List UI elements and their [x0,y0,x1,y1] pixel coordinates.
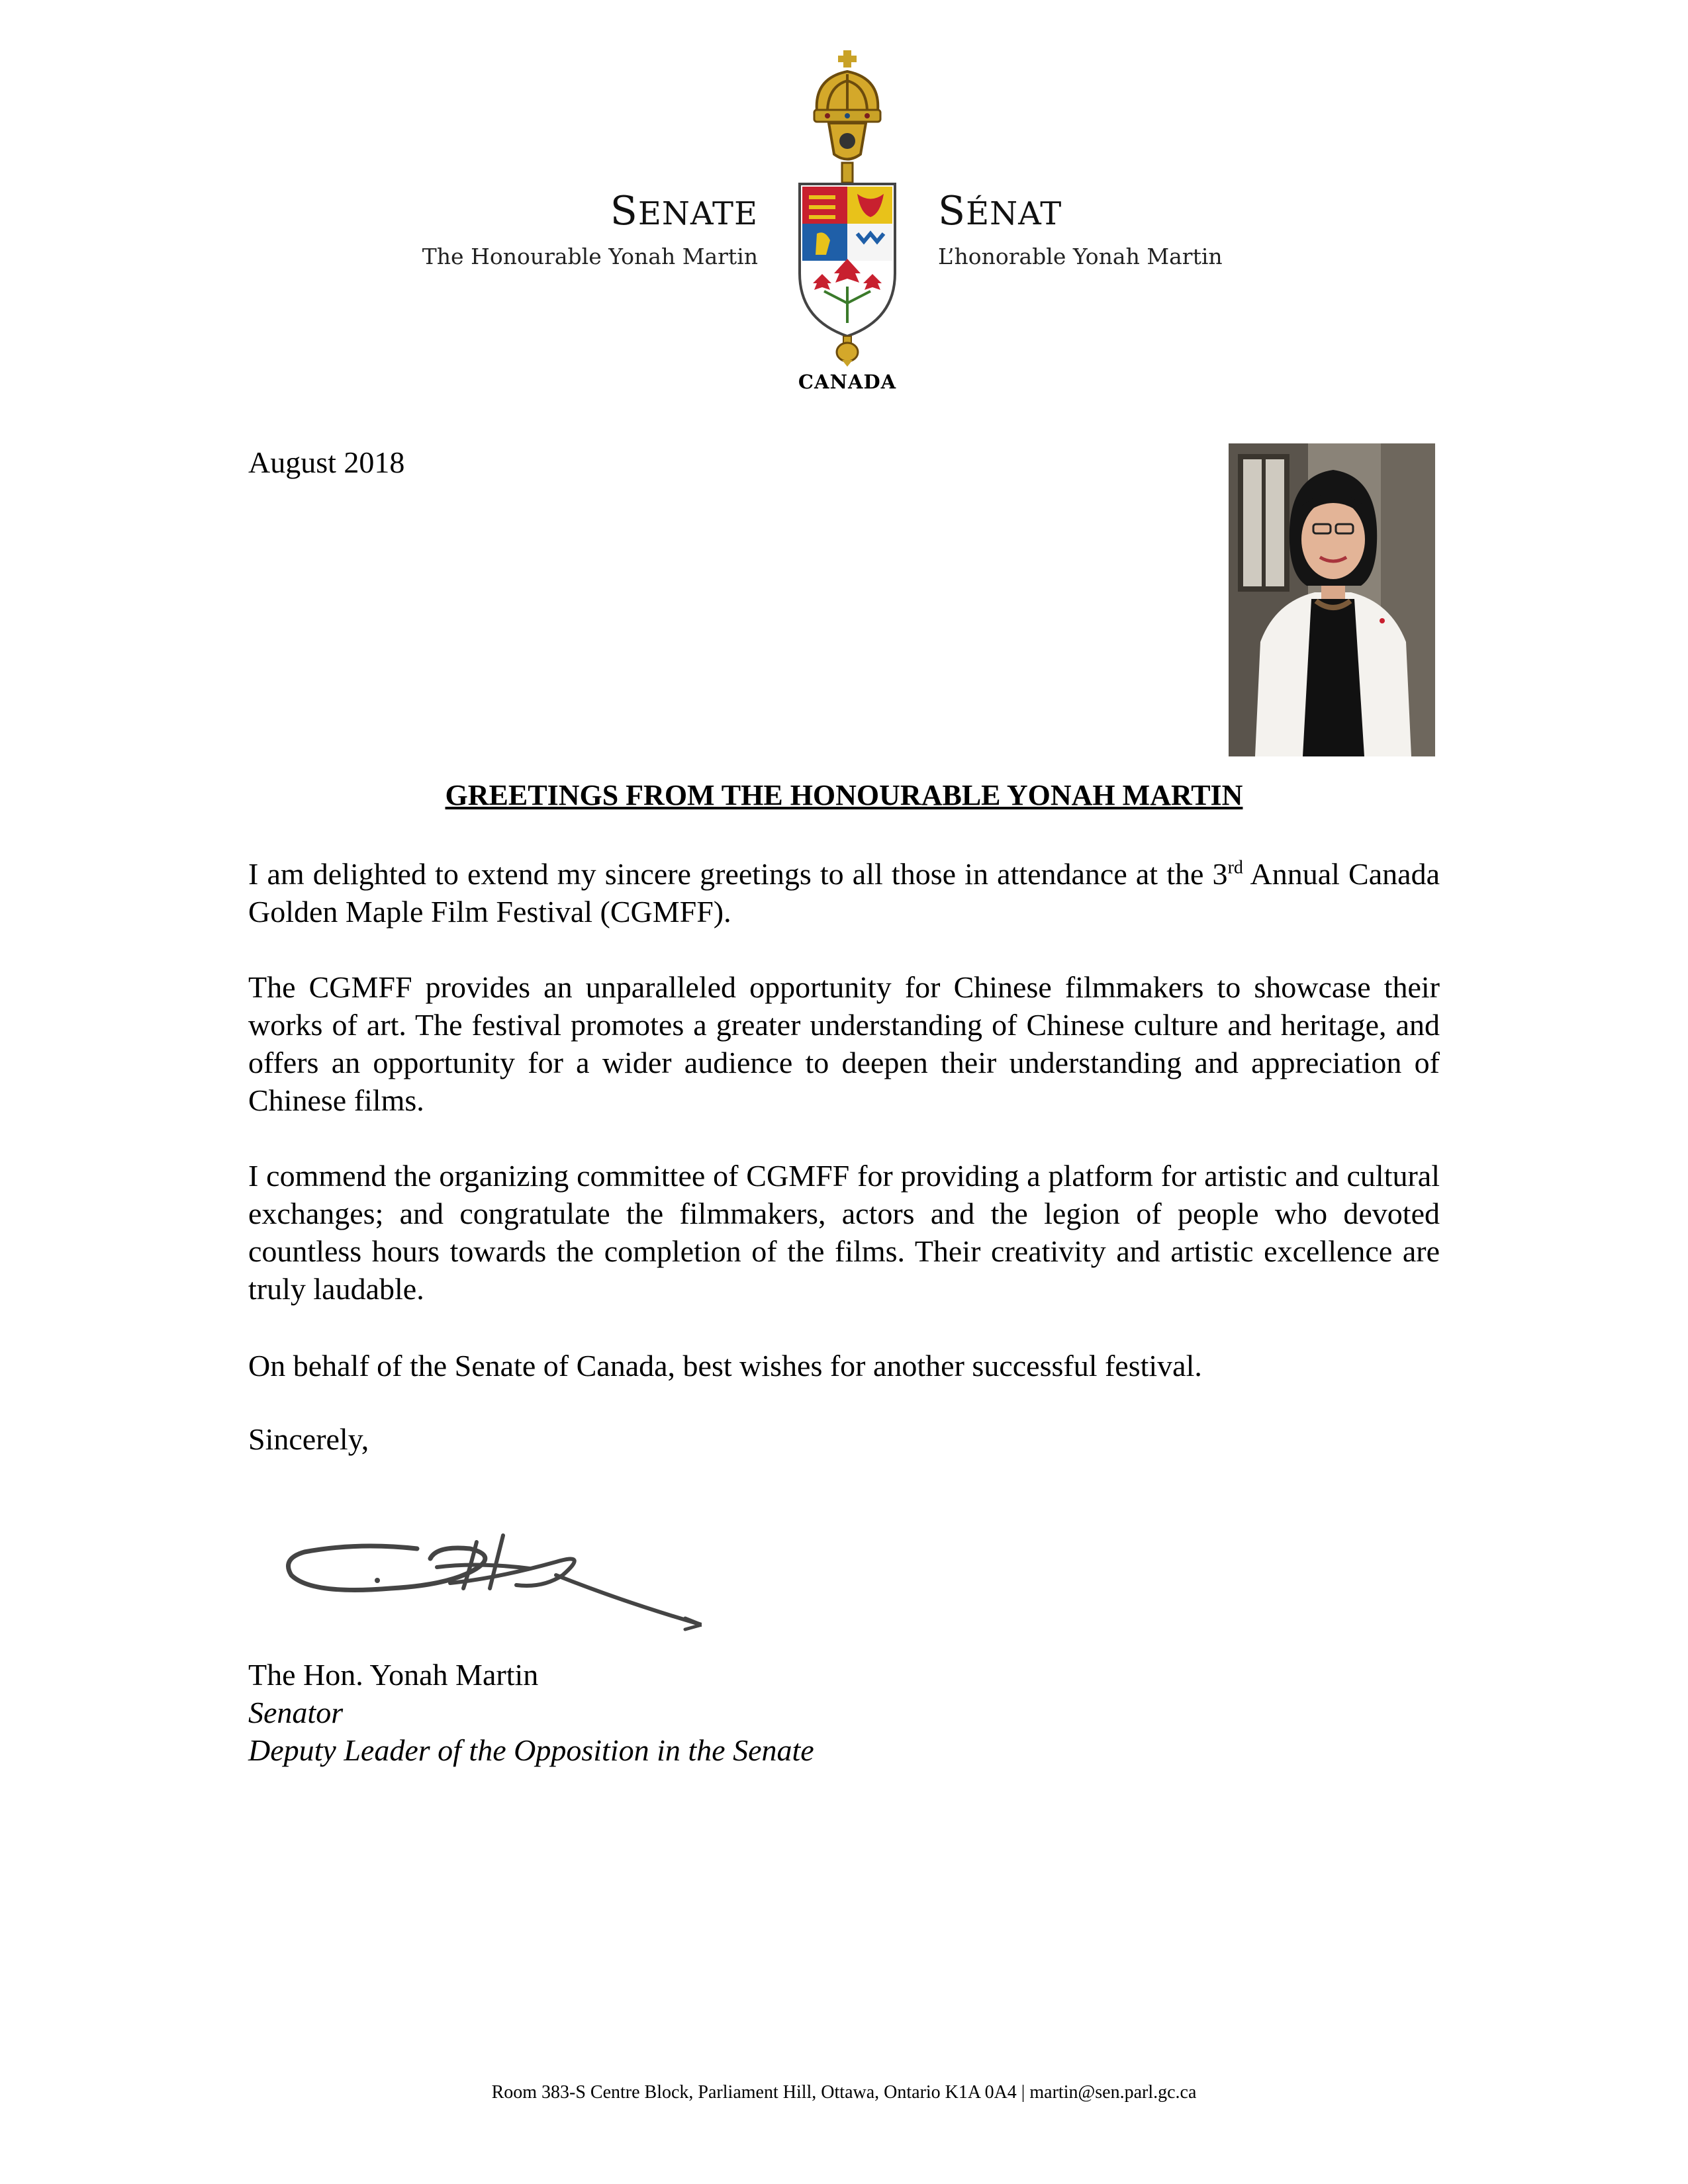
closing: Sincerely, [248,1422,369,1456]
signatory-role: Deputy Leader of the Opposition in the Senate [248,1733,814,1767]
crown-icon [814,50,880,122]
senator-portrait [1229,443,1435,756]
senate-title-fr: SÉNAT [938,188,1062,234]
letter-date: August 2018 [248,445,405,479]
signatory-title: Senator [248,1696,344,1729]
letter-heading: GREETINGS FROM THE HONOURABLE YONAH MARTIN [445,779,1243,811]
senate-coat-of-arms-icon [788,45,907,367]
senate-title-en: SENATE [610,188,758,234]
senator-name-fr: L’honorable Yonah Martin [938,244,1223,269]
footer-address: Room 383-S Centre Block, Parliament Hill, Ottawa, Ontario K1A 0A4 | martin@sen.parl.gc.ca [491,2082,1197,2103]
paragraph-greeting: I am delighted to extend my sincere greetings to all those in attendance at the 3rd Annual Canada Golden Maple Film Festival (CGMFF). [248,857,1440,929]
handwritten-signature [278,1522,702,1641]
senator-name-en: The Honourable Yonah Martin [422,244,758,269]
shield-icon [800,184,895,336]
paragraph-commendation: I commend the organizing committee of CGMFF for providing a platform for artistic and cultural exchanges; and congratulate the filmmakers, actors and the legion of people who devoted countless hours towards the completion of the films. Their creativity and artistic excellence are truly laudable. [248,1159,1440,1306]
signatory-name: The Hon. Yonah Martin [248,1658,539,1692]
paragraph-festival: The CGMFF provides an unparalleled opportunity for Chinese filmmakers to showcase their works of art. The festival promotes a greater understanding of Chinese culture and heritage, and offers an opportunity for a wider audience to deepen their understanding and appreciation of Chinese films. [248,970,1440,1117]
paragraph-wishes: On behalf of the Senate of Canada, best wishes for another successful festival. [248,1349,1202,1383]
country-label: CANADA [798,371,897,393]
